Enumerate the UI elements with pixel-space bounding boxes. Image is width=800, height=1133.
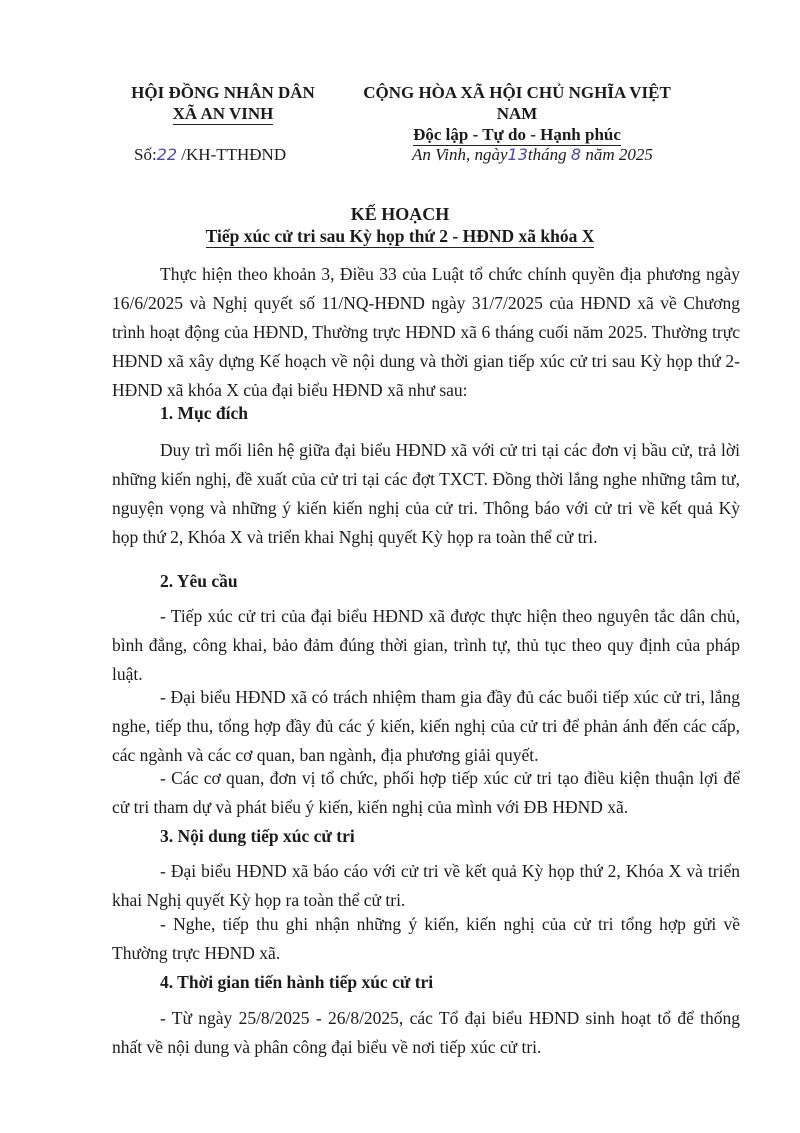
agency-block xyxy=(118,82,328,124)
section-heading-content: 3. Nội dung tiếp xúc cử tri xyxy=(160,826,355,846)
agency-sub-wrap xyxy=(118,103,328,124)
date-day-handwritten: 13 xyxy=(507,145,528,164)
section-heading-purpose: 1. Mục đích xyxy=(160,403,248,423)
section-heading-schedule: 4. Thời gian tiến hành tiếp xúc cử tri xyxy=(160,972,434,992)
section-heading-requirements: 2. Yêu cầu xyxy=(160,571,238,591)
requirements-paragraph-1: - Tiếp xúc cử tri của đại biểu HĐND xã được thực hiện theo nguyên tắc dân chủ, bình đẳng, công khai, bảo đảm đúng thời gian, trình tự, thủ tục theo quy định của pháp luật. xyxy=(112,606,740,684)
document-subtitle-wrap xyxy=(0,226,800,247)
date-suffix: năm 2025 xyxy=(585,145,653,164)
doc-number-prefix: Số: xyxy=(134,145,157,164)
date-month-word: tháng xyxy=(527,145,567,164)
document-title: KẾ HOẠCH xyxy=(350,204,450,224)
agency-name: HỘI ĐỒNG NHÂN DÂN xyxy=(131,83,315,102)
document-subtitle: Tiếp xúc cử tri sau Kỳ họp thứ 2 - HĐND xã khóa X xyxy=(205,226,595,246)
document-date xyxy=(412,145,653,165)
requirements-paragraph-2: - Đại biểu HĐND xã có trách nhiệm tham gia đầy đủ các buổi tiếp xúc cử tri, lắng nghe, tiếp thu, tổng hợp đầy đủ các ý kiến, kiến nghị của cử tri để phản ánh đến các cấp, các ngành và các cơ quan, ban ngành, địa phương giải quyết. xyxy=(112,687,740,765)
national-motto: Độc lập - Tự do - Hạnh phúc xyxy=(413,125,621,144)
date-prefix: An Vinh, ngày xyxy=(412,145,508,164)
doc-number-suffix: /KH-TTHĐND xyxy=(177,145,287,164)
document-number xyxy=(134,145,286,165)
date-month-handwritten: 8 xyxy=(570,145,582,164)
national-title: CỘNG HÒA XÃ HỘI CHỦ NGHĨA VIỆT NAM xyxy=(363,83,671,123)
content-paragraph-1: - Đại biểu HĐND xã báo cáo với cử tri về kết quả Kỳ họp thứ 2, Khóa X và triển khai Nghị quyết Kỳ họp ra toàn thể cử tri. xyxy=(112,861,740,910)
motto-wrap xyxy=(352,124,682,145)
national-motto-block xyxy=(352,82,682,145)
content-paragraph-2: - Nghe, tiếp thu ghi nhận những ý kiến, kiến nghị của cử tri tổng hợp gửi về Thường trực HĐND xã. xyxy=(112,914,740,963)
requirements-paragraph-3: - Các cơ quan, đơn vị tổ chức, phối hợp tiếp xúc cử tri tạo điều kiện thuận lợi để cử tri tham dự và phát biểu ý kiến, kiến nghị của mình với ĐB HĐND xã. xyxy=(112,768,740,817)
agency-commune: XÃ AN VINH xyxy=(172,104,274,123)
schedule-paragraph-1: - Từ ngày 25/8/2025 - 26/8/2025, các Tổ đại biểu HĐND sinh hoạt tổ để thống nhất về nội dung và phân công đại biểu về nơi tiếp xúc cử tri. xyxy=(112,1008,740,1057)
intro-paragraph: Thực hiện theo khoản 3, Điều 33 của Luật tổ chức chính quyền địa phương ngày 16/6/2025 và Nghị quyết số 11/NQ-HĐND ngày 31/7/2025 của HĐND xã về Chương trình hoạt động của HĐND, Thường trực HĐND xã 6 tháng cuối năm 2025. Thường trực HĐND xã xây dựng Kế hoạch về nội dung và thời gian tiếp xúc cử tri sau Kỳ họp thứ 2- HĐND xã khóa X của đại biểu HĐND xã như sau: xyxy=(112,264,740,400)
doc-number-handwritten: 22 xyxy=(156,145,178,164)
section-purpose-paragraph: Duy trì mối liên hệ giữa đại biểu HĐND xã với cử tri tại các đơn vị bầu cử, trả lời những kiến nghị, đề xuất của cử tri tại các đợt TXCT. Đồng thời lắng nghe những tâm tư, nguyện vọng và những ý kiến kiến nghị của cử tri. Thông báo với cử tri về kết quả Kỳ họp thứ 2, Khóa X và triển khai Nghị quyết Kỳ họp ra toàn thể cử tri. xyxy=(112,440,740,547)
